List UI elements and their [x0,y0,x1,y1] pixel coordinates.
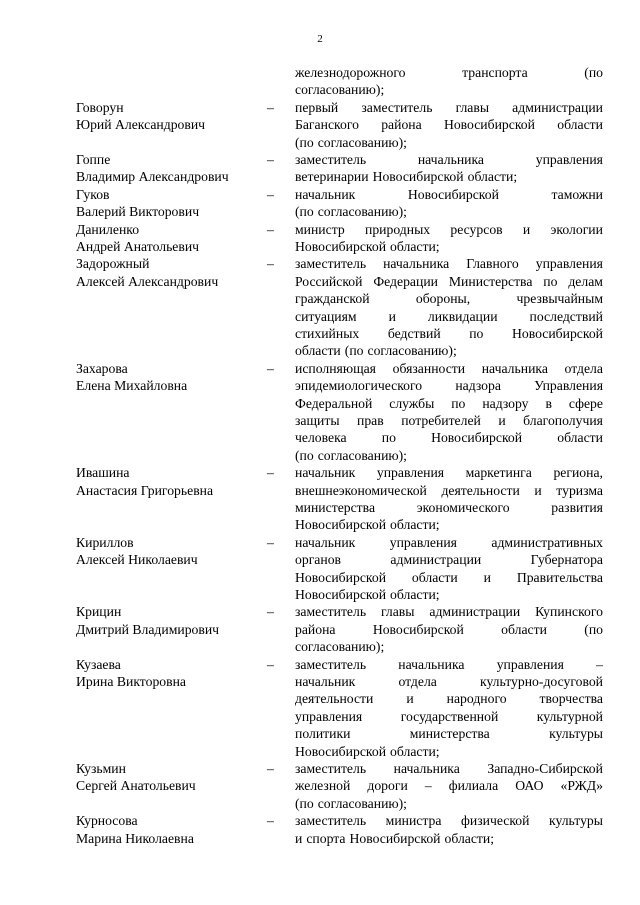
word: согласованию); [295,82,385,98]
word: района [295,621,336,637]
word: начальника [398,656,465,672]
word: Управления [534,378,603,394]
word: культуры [549,813,603,829]
word: экономического [416,500,510,515]
member-surname: Кузьмин [76,761,126,776]
member-given-names: Дмитрий Владимирович [76,621,220,637]
word: народного [446,691,507,707]
word: области [295,343,341,359]
word: спорта [306,830,346,846]
word: (по [295,795,314,811]
word: начальник [295,465,356,481]
position-line [295,203,603,221]
position-line [295,81,603,99]
position-line [295,777,603,795]
word: администрации [429,604,521,620]
word: надзору [482,395,529,411]
word: экологии [550,221,603,237]
position-line [295,360,603,378]
word: маркетинга [465,465,532,481]
position-line [295,429,603,447]
position-line [295,464,603,482]
word: деятельности [441,482,520,498]
word: политики [295,726,351,742]
word: согласованию); [317,795,407,811]
position-line [295,255,603,273]
position-line [295,273,603,291]
separator-dash: – [267,186,274,202]
separator-dash: – [267,465,274,481]
position-line [295,99,603,117]
word: природных [365,221,431,237]
word: развития [551,500,603,515]
word: Главного [466,256,519,272]
word: заместитель [295,813,367,829]
word: (по [344,343,364,359]
word: Губернатора [530,552,603,568]
word: Новосибирской [295,587,387,602]
word: согласованию); [317,447,407,463]
member-surname: Гуков [76,186,110,202]
position-line [295,325,603,343]
position-line [295,603,603,621]
separator-dash: – [267,656,274,672]
word: и [388,308,396,324]
word: гражданской [295,291,370,307]
word: управления [496,656,564,672]
member-surname: Кириллов [76,534,134,550]
word: главы [380,604,415,620]
position-line [295,151,603,169]
word: согласованию); [317,204,407,220]
word: государственной [400,708,499,724]
position-line [295,447,603,465]
word: Новосибирской [431,430,523,446]
word: администрации [390,552,482,568]
position-line [295,812,603,830]
separator-dash: – [267,813,274,829]
word: управления [376,465,445,481]
word: области; [390,743,440,759]
word: таможни [551,186,603,202]
word: (по [295,447,314,463]
word: культурно-досуговой [479,674,603,689]
word: начальника [417,152,484,167]
word: культуры [549,726,603,742]
word: Новосибирской [295,517,387,533]
position-line [295,743,603,761]
word: деятельности [295,691,374,707]
word: по [451,395,466,411]
word: и [295,830,303,846]
word: (по [295,204,314,220]
member-surname: Задорожный [76,256,150,272]
word: «РЖД» [560,778,603,794]
position-line [295,638,603,656]
word: по [543,273,558,289]
word: эпидемиологического [295,378,423,394]
word: заместитель [361,99,433,115]
word: согласованию); [367,343,457,359]
word: области [557,430,603,446]
word: надзора [455,378,501,394]
word: управления [535,152,603,167]
word: администрации [512,99,603,115]
position-line [295,569,603,587]
word: управления [295,708,363,724]
word: области [411,569,458,585]
position-line [295,656,603,674]
member-surname: Даниленко [76,221,140,237]
member-surname: Говорун [76,99,124,115]
word: филиала [448,778,499,794]
position-line [295,830,603,848]
position-line [295,168,603,186]
member-given-names: Марина Николаевна [76,830,194,846]
word: ветеринарии [295,169,369,185]
word: области; [390,239,440,254]
member-given-names: Анастасия Григорьевна [76,482,214,498]
word: по [469,326,484,341]
word: Новосибирской [407,186,499,202]
separator-dash: – [267,534,274,550]
position-line [295,290,603,308]
word: Новосибирской [295,569,387,585]
member-surname: Крицин [76,604,122,620]
member-given-names: Валерий Викторович [76,204,200,220]
word: области [501,621,547,637]
word: и [498,413,506,428]
word: управления [535,256,603,272]
word: последствий [529,308,603,324]
member-given-names: Владимир Александрович [76,169,229,185]
word: защиты [295,413,340,428]
word: Новосибирской [443,117,535,133]
word: (по [584,65,603,80]
position-line [295,725,603,743]
separator-dash: – [267,221,274,237]
word: заместитель [295,761,367,776]
word: прав [357,413,384,428]
position-line [295,795,603,813]
separator-dash: – [267,99,274,115]
word: Новосибирской [372,169,464,185]
word: транспорта [462,65,528,80]
word: Федерации [373,273,438,289]
position-line [295,186,603,204]
word: делам [568,273,603,289]
word: начальника [383,256,450,272]
position-line [295,238,603,256]
word: административных [491,534,603,550]
word: Правительства [516,569,603,585]
member-surname: Курносова [76,813,138,829]
word: железной [295,778,351,794]
page-number: 2 [317,33,323,45]
word: области; [467,169,518,185]
word: Новосибирской [295,239,387,254]
word: и [483,569,491,585]
position-line [295,760,603,778]
member-surname: Захарова [76,360,128,376]
member-given-names: Сергей Анатольевич [76,778,196,794]
word: человека [295,430,347,446]
word: министерства [409,726,490,742]
position-line [295,673,603,691]
word: начальника [481,360,548,376]
word: области [557,117,603,133]
word: бедствий [387,326,441,341]
word: области; [444,830,495,846]
word: управления [389,534,457,550]
word: (по [584,621,603,637]
word: обороны, [415,291,471,307]
word: Новосибирской [295,743,387,759]
word: по [381,430,396,446]
word: чрезвычайным [516,291,603,307]
member-given-names: Юрий Александрович [76,117,206,133]
word: начальник [295,186,356,202]
word: творчества [539,691,603,707]
separator-dash: – [267,604,274,620]
word: (по [295,134,314,150]
separator-dash: – [267,360,274,376]
word: согласованию); [317,134,407,150]
word: области; [390,587,440,602]
word: Министерства [448,273,533,289]
word: – [596,656,603,672]
position-line [295,377,603,395]
separator-dash: – [267,256,274,272]
position-line [295,116,603,134]
position-line [295,308,603,326]
word: ОАО [515,778,544,794]
word: отдела [398,674,437,689]
word: района [381,117,422,133]
position-line [295,586,603,604]
position-line [295,708,603,726]
word: железнодорожного [295,65,406,80]
word: Западно-Сибирской [487,761,603,776]
word: ликвидации [427,308,498,324]
member-surname: Гоппе [76,152,111,167]
position-line [295,342,603,360]
word: сфере [568,395,603,411]
word: и [522,221,531,237]
word: – [424,778,432,794]
separator-dash: – [267,761,274,776]
word: Новосибирской [511,326,603,341]
word: Российской [295,273,363,289]
word: Новосибирской [349,830,441,846]
word: культурной [536,708,603,724]
word: региона, [553,465,603,481]
word: дороги [367,778,408,794]
word: туризма [556,482,603,498]
position-line [295,395,603,413]
word: службы [389,395,435,411]
word: министерства [295,500,376,515]
word: заместитель [295,656,367,672]
word: и [534,482,542,498]
separator-dash: – [267,152,274,167]
member-given-names: Алексей Николаевич [76,552,198,568]
word: ресурсов [450,221,503,237]
word: Федеральной [295,395,373,411]
word: заместитель [295,152,367,167]
word: начальник [295,534,356,550]
word: и [406,691,414,707]
word: министр [295,221,345,237]
member-surname: Кузаева [76,656,121,672]
member-given-names: Андрей Анатольевич [76,239,200,254]
word: министра [385,813,442,829]
word: заместитель [295,256,367,272]
word: отдела [564,360,603,376]
position-line [295,482,603,500]
position-line [295,690,603,708]
word: потребителей [401,413,481,428]
position-line [295,551,603,569]
word: обязанности [392,360,466,376]
position-line [295,64,603,82]
word: Баганского [295,117,359,133]
position-line [295,516,603,534]
member-given-names: Ирина Викторовна [76,674,186,689]
word: первый [295,99,339,115]
word: ситуациям [295,308,357,324]
word: начальника [393,761,460,776]
member-given-names: Елена Михайловна [76,378,188,394]
word: физической [461,813,530,829]
word: начальник [295,674,356,689]
position-line [295,134,603,152]
position-line [295,221,603,239]
word: главы [455,99,490,115]
word: области; [390,517,440,533]
word: исполняющая [295,360,376,376]
word: заместитель [295,604,367,620]
word: Новосибирской [372,621,464,637]
position-line [295,534,603,552]
word: в [545,395,552,411]
word: Купинского [535,604,603,620]
position-line [295,621,603,639]
word: стихийных [295,326,360,341]
word: благополучия [523,413,603,428]
member-surname: Ивашина [76,465,130,481]
member-given-names: Алексей Александрович [76,273,219,289]
word: органов [295,552,342,568]
position-line [295,412,603,430]
word: внешнеэкономической [295,482,427,498]
position-line [295,499,603,517]
word: согласованию); [295,639,385,655]
